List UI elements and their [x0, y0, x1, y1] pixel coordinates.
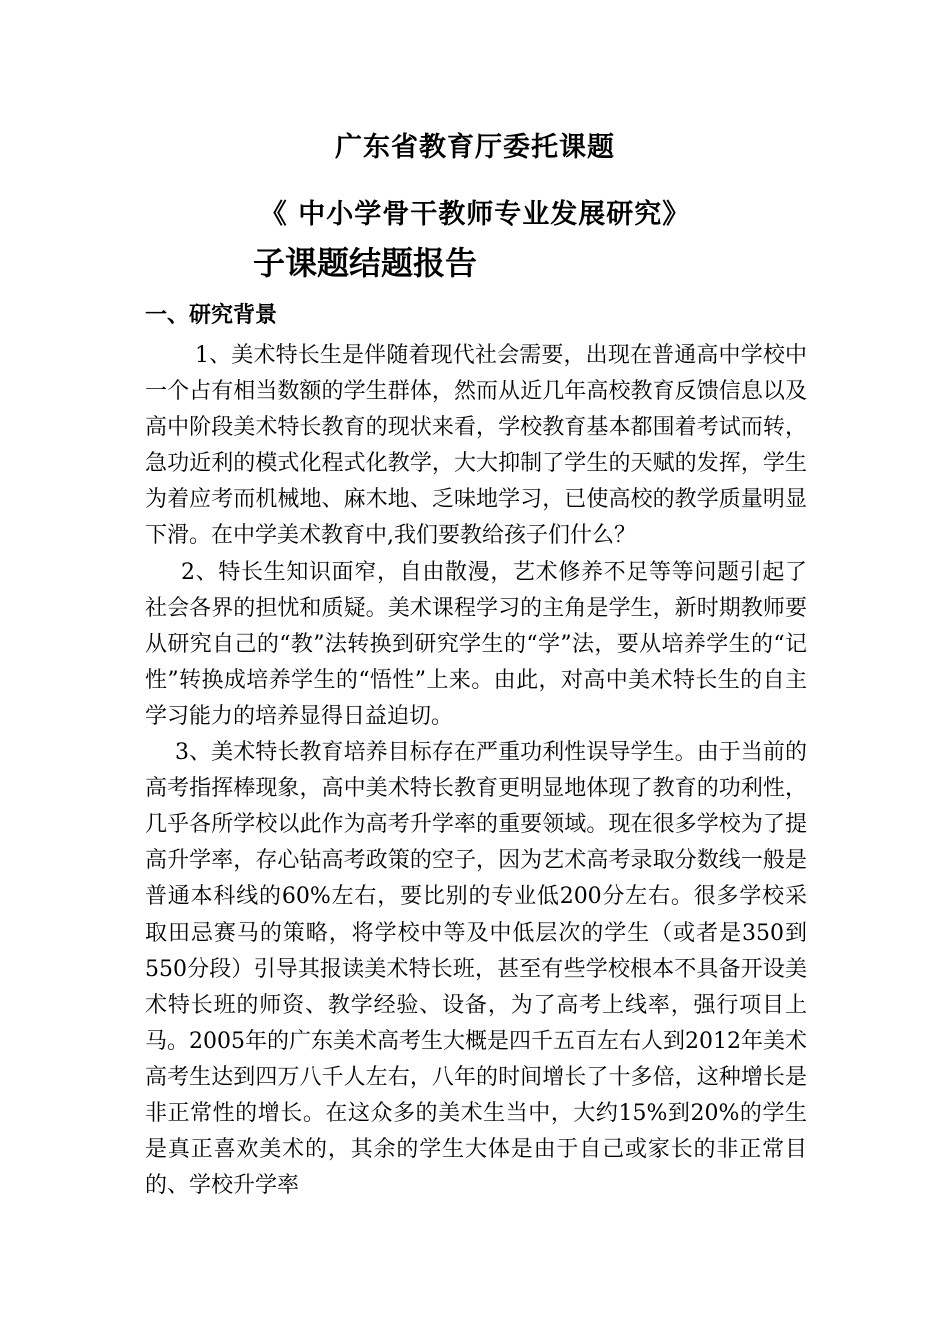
section-heading-research-background: 一、研究背景: [145, 303, 278, 328]
document-title-line3: 子课题结题报告: [253, 244, 478, 282]
document-title-line2: 《 中小学骨干教师专业发展研究》: [259, 199, 691, 230]
paragraph-1: 1、美术特长生是伴随着现代社会需要，出现在普通高中学校中一个占有相当数额的学生群体，然而从近几年高校教育反馈信息以及高中阶段美术特长教育的现状来看，学校教育基本都围着考试而转，急功近利的模式化程式化教学，大大抑制了学生的天赋的发挥，学生为着应考而机械地、麻木地、乏味地学习，已使高校的教学质量明显下滑。在中学美术教育中,我们要教给孩子们什么？: [145, 343, 807, 549]
paragraph-3: 3、美术特长教育培养目标存在严重功利性误导学生。由于当前的高考指挥棒现象，高中美术特长教育更明显地体现了教育的功利性，几乎各所学校以此作为高考升学率的重要领域。现在很多学校为了提高升学率，存心钻高考政策的空子，因为艺术高考录取分数线一般是普通本科线的60%左右，要比别的专业低200分左右。很多学校采取田忌赛马的策略，将学校中等及中低层次的学生（或者是350到550分段）引导其报读美术特长班，甚至有些学校根本不具备开设美术特长班的师资、教学经验、设备，为了高考上线率，强行项目上马。2005年的广东美术高考生大概是四千五百左右人到2012年美术高考生达到四万八千人左右，八年的时间增长了十多倍，这种增长是非正常性的增长。在这众多的美术生当中，大约15%到20%的学生是真正喜欢美术的，其余的学生大体是由于自己或家长的非正常目的、学校升学率: [145, 740, 807, 1199]
paragraph-2: 2、特长生知识面窄，自由散漫，艺术修养不足等等问题引起了社会各界的担忧和质疑。美术课程学习的主角是学生，新时期教师要从研究自己的“教”法转换到研究学生的“学”法，要从培养学生的“记性”转换成培养学生的“悟性”上来。由此，对高中美术特长生的自主学习能力的培养显得日益迫切。: [145, 559, 807, 729]
document-title-line1: 广东省教育厅委托课题: [335, 132, 615, 163]
body-text: [145, 338, 807, 1204]
